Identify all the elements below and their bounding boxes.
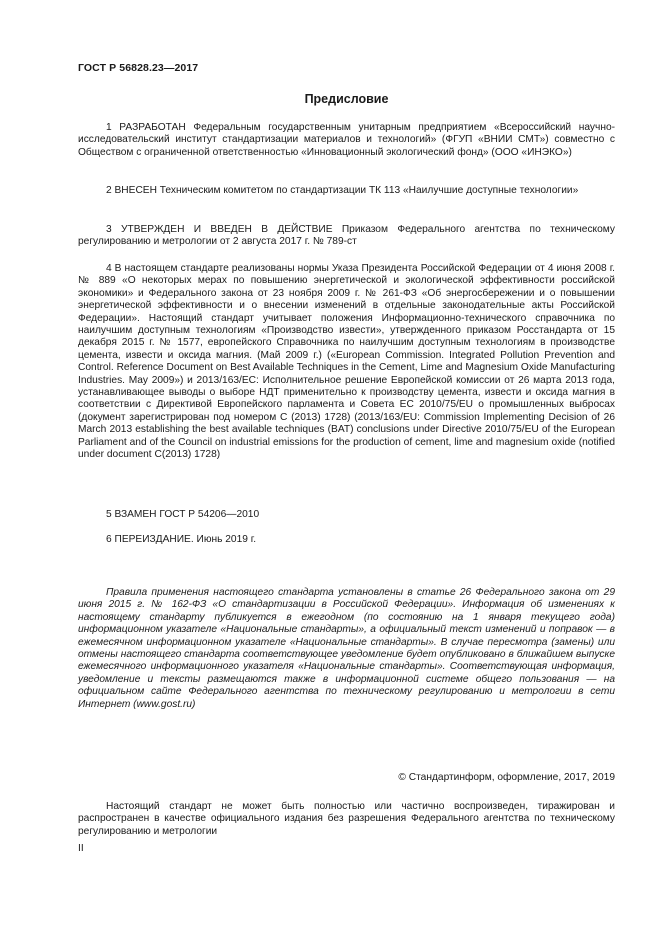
application-rules-notice: Правила применения настоящего стандарта установлены в статье 26 Федерального закона от 29 июня 2015 г. № 162-ФЗ «О стандартизации в Российской Федерации». Информация об изменениях к настоящему стандарту публикуется в ежегодном (по состоянию на 1 января текущего года) информационном указателе «Национальные стандарты», а официальный текст изменений и поправок — в ежемесячном информационном указателе «Национальные стандарты». В случае пересмотра (замены) или отмены настоящего стандарта соответствующее уведомление будет опубликовано в ближайшем выпуске ежемесячного информационного указателя «Национальные стандарты». Соответствующая информация, уведомление и тексты размещаются также в информационной системе общего пользования — на официальном сайте Федерального агентства по техническому регулированию и метрологии в сети Интернет (www.gost.ru) [78,587,615,710]
paragraph-norms: 4 В настоящем стандарте реализованы нормы Указа Президента Российской Федерации от 4 июня 2008 г. № 889 «О некоторых мерах по повышению энергетической и экологической эффективности российской экономики» и Федерального закона от 23 ноября 2009 г. № 261-ФЗ «Об энергосбережении и о повышении энергетической эффективности и о внесении изменений в отдельные законодательные акты Российской Федерации». Настоящий стандарт учитывает положения Информационно-технического справочника по наилучшим доступным технологиям «Производство извести», утвержденного приказом Росстандарта от 15 декабря 2015 г. № 1577, европейского Справочника по наилучшим доступным технологиям в производстве цемента, извести и оксида магния. (Май 2009 г.) («European Commission. Integrated Pollution Prevention and Control. Reference Document on Best Available Techniques in the Cement, Lime and Magnesium Oxide Manufacturing Industries. May 2009») и 2013/163/ЕС: Исполнительное решение Европейской комиссии от 26 марта 2013 года, устанавливающее выводы о выборе НДТ применительно к производству цемента, извести и оксида магния в соответствии с Директивой Европейского парламента и Совета ЕС 2010/75/EU о промышленных выбросах (документ зарегистрирован под номером С (2013) 1728) (2013/163/EU: Commission Implementing Decision of 26 March 2013 establishing the best available techniques (BAT) conclusions under Directive 2010/75/EU of the European Parliament and of the Council on industrial emissions for the production of cement, lime and magnesium oxide (notified under document C(2013) 1728) [78,263,615,461]
section-title: Предисловие [304,92,389,106]
copyright-line: © Стандартинформ, оформление, 2017, 2019 [398,772,615,783]
paragraph-developed-by: 1 РАЗРАБОТАН Федеральным государственным унитарным предприятием «Всероссийский научно-исследовательский институт стандартизации материалов и технологий» (ФГУП «ВНИИ СМТ») совместно с Обществом с ограниченной ответственностью «Инновационный экологический фонд» (ООО «ИНЭКО») [78,122,615,158]
paragraph-reissue: 6 ПЕРЕИЗДАНИЕ. Июнь 2019 г. [106,534,257,545]
paragraph-approved: 3 УТВЕРЖДЕН И ВВЕДЕН В ДЕЙСТВИЕ Приказом Федерального агентства по техническому регулированию и метрологии от 2 августа 2017 г. № 789-ст [78,224,615,248]
paragraph-introduced-by: 2 ВНЕСЕН Техническим комитетом по стандартизации ТК 113 «Наилучшие доступные технологии» [106,185,579,196]
reproduction-notice: Настоящий стандарт не может быть полностью или частично воспроизведен, тиражирован и распространен в качестве официального издания без разрешения Федерального агентства по техническому регулированию и метрологии [78,801,615,837]
document-code: ГОСТ Р 56828.23—2017 [78,62,199,74]
page-number: II [78,843,84,854]
paragraph-replaces: 5 ВЗАМЕН ГОСТ Р 54206—2010 [106,509,260,520]
